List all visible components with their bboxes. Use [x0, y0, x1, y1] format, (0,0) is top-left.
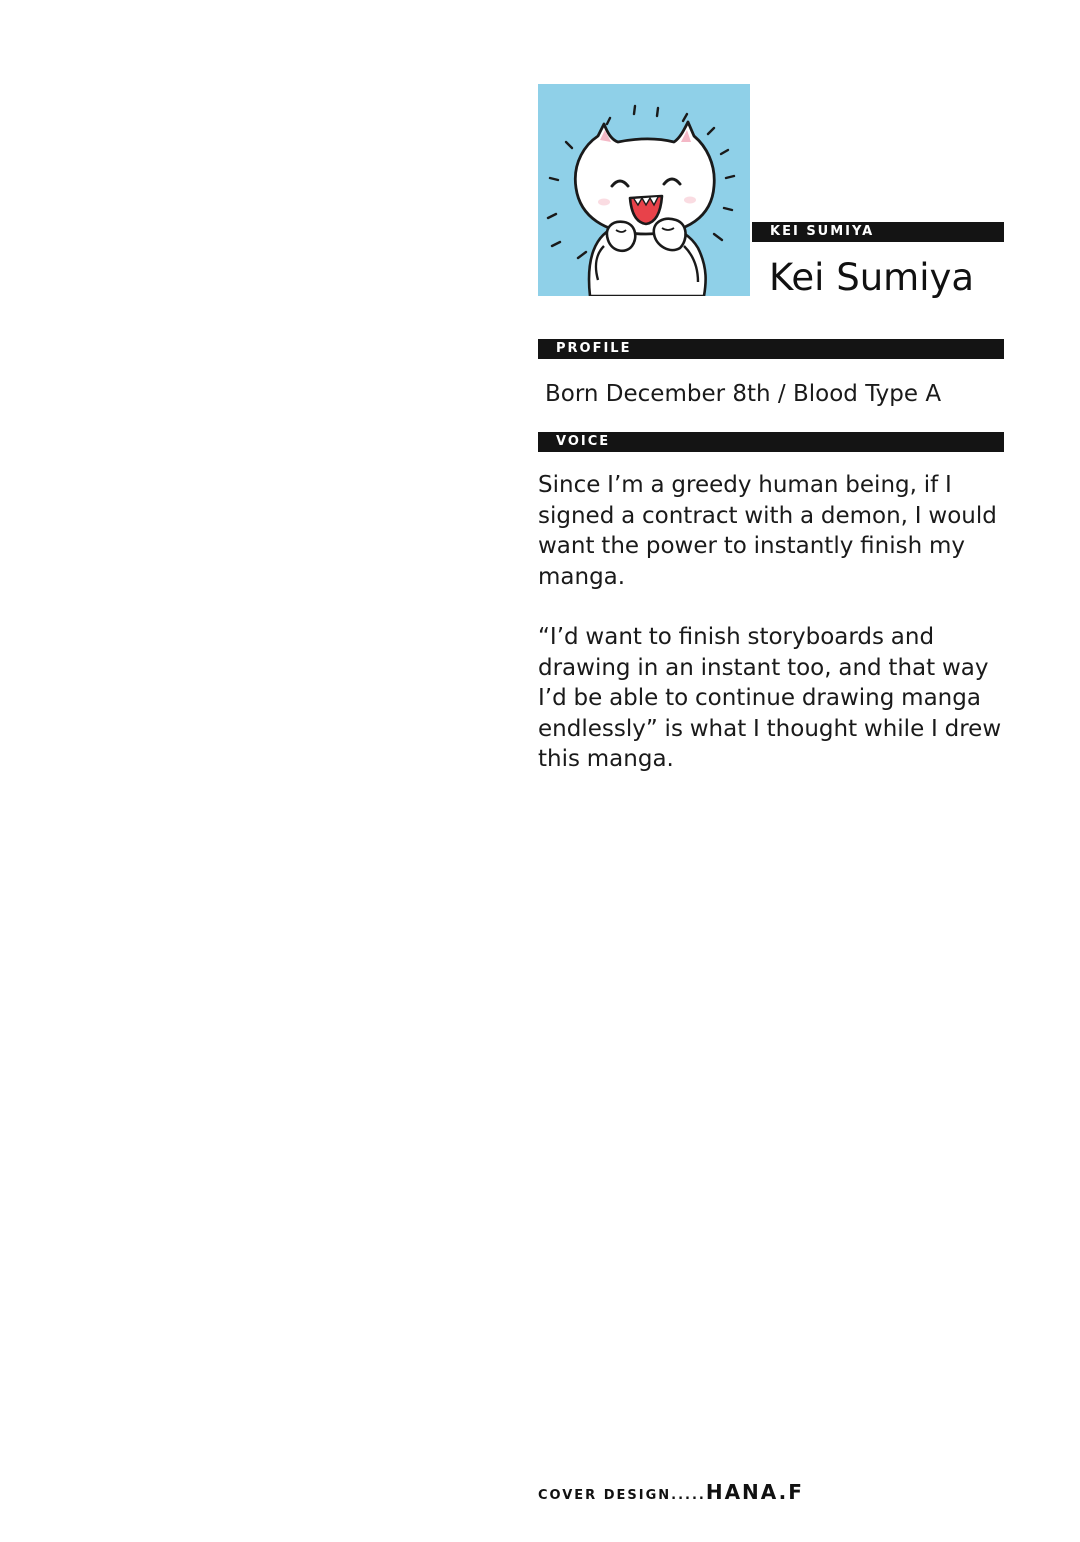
- profile-section-label: PROFILE: [538, 339, 1004, 359]
- profile-text: Born December 8th / Blood Type A: [545, 381, 942, 407]
- author-avatar: [538, 84, 750, 296]
- voice-paragraph: Since I’m a greedy human being, if I signed a contract with a demon, I would want the power to instantly finish my manga.: [538, 472, 997, 590]
- author-name: Kei Sumiya: [769, 256, 975, 299]
- voice-paragraph: “I’d want to finish storyboards and drawing in an instant too, and that way I’d be able to continue drawing manga endlessly” is what I thought while I drew this manga.: [538, 624, 1002, 772]
- author-header-bar: KEI SUMIYA: [752, 222, 1004, 242]
- voice-section-label: VOICE: [538, 432, 1004, 452]
- cheering-cat-icon: [538, 84, 750, 296]
- cover-design-credit: [538, 1480, 804, 1504]
- credit-label: COVER DESIGN.....: [538, 1488, 706, 1503]
- credit-name: HANA.F: [705, 1480, 804, 1504]
